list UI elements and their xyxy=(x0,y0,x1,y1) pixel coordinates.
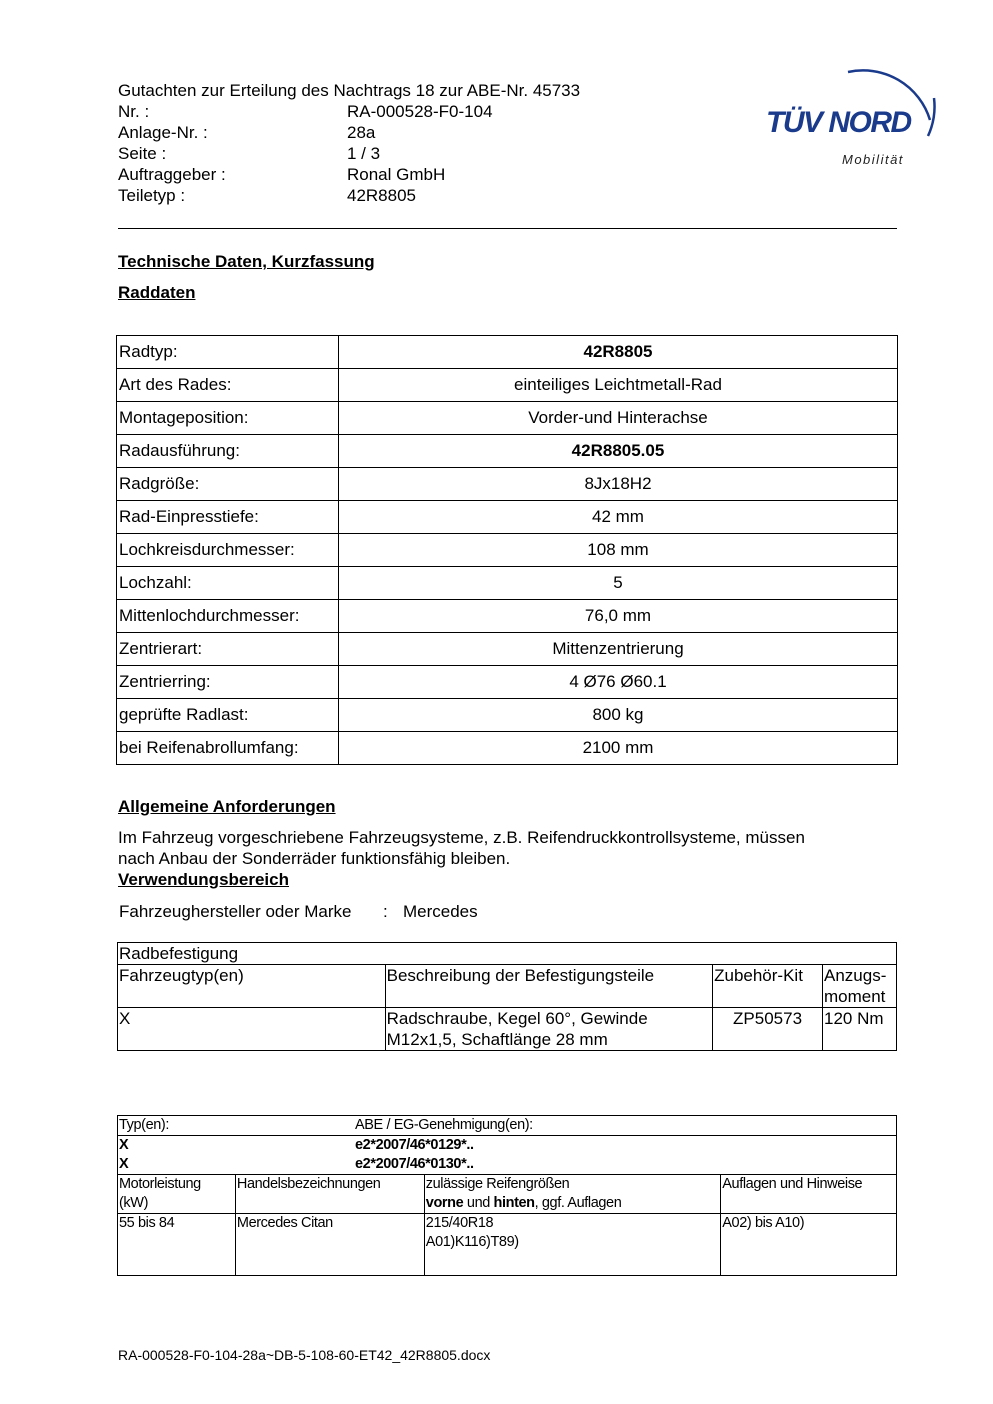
approval-line xyxy=(119,1136,895,1155)
header-label: Anlage-Nr. : xyxy=(118,123,208,142)
approval-number: e2*2007/46*0129*.. xyxy=(355,1137,474,1153)
table-row xyxy=(117,567,898,600)
table-row xyxy=(118,1136,897,1175)
table-value: 2100 mm xyxy=(339,732,898,765)
table-cell: A02) bis A10) xyxy=(721,1214,897,1276)
table-cell-line: M12x1,5, Schaftlänge 28 mm xyxy=(386,1030,608,1049)
table-value: 42R8805 xyxy=(339,336,898,369)
paragraph-line: Im Fahrzeug vorgeschriebene Fahrzeugsysteme, z.B. Reifendruckkontrollsysteme, müssen xyxy=(118,828,805,847)
header-divider xyxy=(118,228,897,229)
table-key: Montageposition: xyxy=(117,402,339,435)
table-cell xyxy=(424,1214,720,1276)
header-cell-line xyxy=(426,1194,719,1213)
header-cell: Zubehör-Kit xyxy=(713,965,823,1008)
header-value: 42R8805 xyxy=(347,186,417,205)
hersteller-label: Fahrzeughersteller oder Marke xyxy=(119,902,352,921)
table-value: Mittenzentrierung xyxy=(339,633,898,666)
table-row xyxy=(117,501,898,534)
table-cell: 120 Nm xyxy=(823,1008,897,1051)
table-value: 800 kg xyxy=(339,699,898,732)
header-cell-line: (kW) xyxy=(119,1195,148,1211)
header-label: Teiletyp : xyxy=(118,186,186,205)
table-value: 76,0 mm xyxy=(339,600,898,633)
table-key: Lochzahl: xyxy=(117,567,339,600)
header-cell: Beschreibung der Befestigungsteile xyxy=(385,965,712,1008)
hersteller-value: Mercedes xyxy=(403,902,478,921)
header-row-anlage xyxy=(118,122,638,143)
header-cell-line: Anzugs- xyxy=(824,966,887,985)
table-key: Lochkreisdurchmesser: xyxy=(117,534,339,567)
header-value: 28a xyxy=(347,123,376,142)
hersteller-separator: : xyxy=(383,902,388,921)
table-key: Mittenlochdurchmesser: xyxy=(117,600,339,633)
table-cell-line: 215/40R18 xyxy=(425,1215,494,1231)
heading-verwendung: Verwendungsbereich xyxy=(118,870,289,889)
typen-header xyxy=(118,1116,897,1136)
approval-typ: X xyxy=(119,1156,129,1172)
befestigung-table xyxy=(117,942,897,1051)
header-cell xyxy=(118,1175,236,1214)
table-row xyxy=(117,633,898,666)
table-key: Radausführung: xyxy=(117,435,339,468)
table-row xyxy=(117,468,898,501)
header-value: 1 / 3 xyxy=(347,144,381,163)
table-key: Radtyp: xyxy=(117,336,339,369)
raddaten-table xyxy=(116,335,898,765)
table-cell: Mercedes Citan xyxy=(235,1214,424,1276)
paragraph-line: nach Anbau der Sonderräder funktionsfähig bleiben. xyxy=(118,849,511,868)
heading-allgemein: Allgemeine Anforderungen xyxy=(118,797,336,816)
footer-filename: RA-000528-F0-104-28a~DB-5-108-60-ET42_42R8805.docx xyxy=(118,1347,491,1363)
text: , ggf. Auflagen xyxy=(534,1195,622,1211)
table-key: Rad-Einpresstiefe: xyxy=(117,501,339,534)
typen-table xyxy=(117,1115,897,1276)
header-cell-line: moment xyxy=(824,987,886,1006)
table-row xyxy=(118,1008,897,1051)
header-cell-line: zulässige Reifengrößen xyxy=(425,1176,570,1192)
header-row-seite xyxy=(118,143,638,164)
table-key: geprüfte Radlast: xyxy=(117,699,339,732)
table-row xyxy=(117,402,898,435)
header-label: Nr. : xyxy=(118,102,150,121)
table-value: 8Jx18H2 xyxy=(339,468,898,501)
table-row xyxy=(117,534,898,567)
table-cell: X xyxy=(118,1008,386,1051)
header-value: Ronal GmbH xyxy=(347,165,446,184)
befestigung-title: Radbefestigung xyxy=(118,943,897,965)
table-row xyxy=(117,699,898,732)
table-key: Zentrierart: xyxy=(117,633,339,666)
table-value: Vorder-und Hinterachse xyxy=(339,402,898,435)
header-row-teiletyp xyxy=(118,185,638,206)
header-cell: Auflagen und Hinweise xyxy=(721,1175,897,1214)
header-row-auftraggeber xyxy=(118,164,638,185)
table-cell: 55 bis 84 xyxy=(118,1214,236,1276)
table-value: einteiliges Leichtmetall-Rad xyxy=(339,369,898,402)
table-value: 42 mm xyxy=(339,501,898,534)
table-key: Zentrierring: xyxy=(117,666,339,699)
heading-technical: Technische Daten, Kurzfassung xyxy=(118,252,375,271)
table-value: 5 xyxy=(339,567,898,600)
header-cell xyxy=(424,1175,720,1214)
table-key: Art des Rades: xyxy=(117,369,339,402)
table-value: 42R8805.05 xyxy=(339,435,898,468)
table-row xyxy=(117,336,898,369)
header-cell: Handelsbezeichnungen xyxy=(235,1175,424,1214)
header-cell: Fahrzeugtyp(en) xyxy=(118,965,386,1008)
table-row xyxy=(117,666,898,699)
table-key: Radgröße: xyxy=(117,468,339,501)
table-value: 4 Ø76 Ø60.1 xyxy=(339,666,898,699)
logo-subtitle: Mobilität xyxy=(842,152,904,167)
table-row xyxy=(117,435,898,468)
header-value: RA-000528-F0-104 xyxy=(347,102,493,121)
table-row xyxy=(118,965,897,1008)
table-cell-line: Radschraube, Kegel 60°, Gewinde xyxy=(386,1009,648,1028)
table-row xyxy=(117,369,898,402)
table-cell xyxy=(385,1008,712,1051)
heading-raddaten: Raddaten xyxy=(118,283,196,302)
approval-typ: X xyxy=(119,1137,129,1153)
table-row xyxy=(118,1116,897,1136)
header-row-nr xyxy=(118,101,638,122)
bold-text: vorne xyxy=(425,1195,464,1211)
approval-line xyxy=(119,1155,895,1174)
table-key: bei Reifenabrollumfang: xyxy=(117,732,339,765)
bold-text: hinten xyxy=(493,1195,535,1211)
table-cell: ZP50573 xyxy=(713,1008,823,1051)
tuev-nord-logo xyxy=(760,58,940,173)
header-label: Auftraggeber : xyxy=(118,165,226,184)
typen-header-typ: Typ(en): xyxy=(119,1117,169,1133)
table-row xyxy=(117,600,898,633)
logo-brand: TÜV NORD xyxy=(766,106,911,139)
table-row xyxy=(118,1175,897,1214)
table-row xyxy=(118,1214,897,1276)
header-label: Seite : xyxy=(118,144,167,163)
document-title: Gutachten zur Erteilung des Nachtrags 18 zur ABE-Nr. 45733 xyxy=(118,81,581,100)
table-row xyxy=(118,943,897,965)
table-cell-line: A01)K116)T89) xyxy=(425,1234,519,1250)
typen-approvals xyxy=(118,1136,897,1175)
typen-header-abe: ABE / EG-Genehmigung(en): xyxy=(355,1117,533,1133)
text: und xyxy=(463,1195,494,1211)
table-row xyxy=(117,732,898,765)
approval-number: e2*2007/46*0130*.. xyxy=(355,1156,474,1172)
table-value: 108 mm xyxy=(339,534,898,567)
header-cell xyxy=(823,965,897,1008)
header-cell-line: Motorleistung xyxy=(119,1176,201,1192)
